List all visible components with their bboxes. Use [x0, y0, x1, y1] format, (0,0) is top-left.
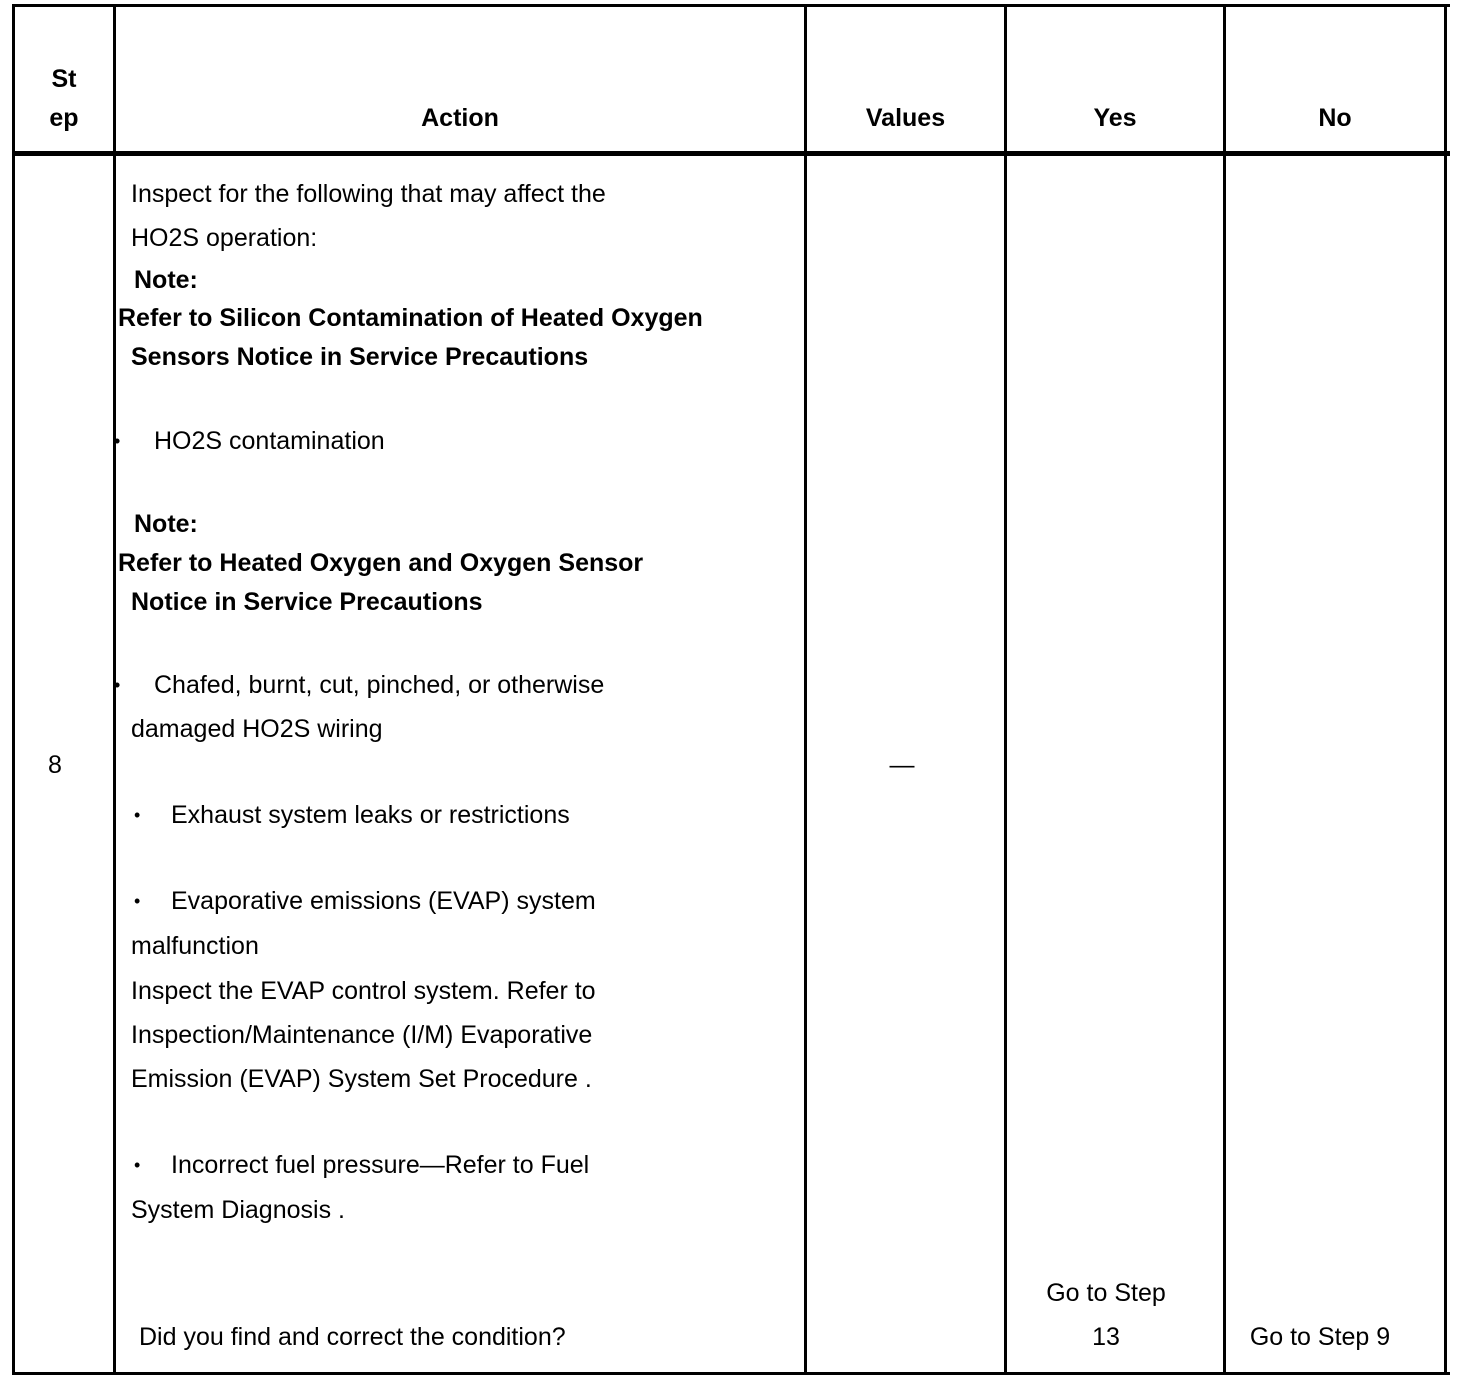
note2-label: Note: [134, 510, 198, 538]
yes-go-to-step-line1: Go to Step [1046, 1279, 1166, 1307]
note1-label: Note: [134, 266, 198, 294]
table-bottom-border [12, 1372, 1450, 1375]
yes-go-to-step-line2: 13 [1092, 1323, 1120, 1351]
evap-detail-line1: Inspect the EVAP control system. Refer to [131, 977, 596, 1005]
action-question: Did you find and correct the condition? [139, 1323, 566, 1351]
column-divider-values [1004, 4, 1007, 1375]
note1-text-line2: Sensors Notice in Service Precautions [131, 343, 589, 371]
bullet: • [134, 891, 141, 911]
evap-detail-line3: Emission (EVAP) System Set Procedure . [131, 1065, 592, 1093]
item-ho2s-contamination: HO2S contamination [154, 427, 385, 455]
evap-detail-line2: Inspection/Maintenance (I/M) Evaporative [131, 1021, 593, 1049]
action-intro-line1: Inspect for the following that may affect the [131, 180, 606, 208]
item-evap-line1: Evaporative emissions (EVAP) system [171, 887, 596, 915]
item-fuel-line1: Incorrect fuel pressure—Refer to Fuel [171, 1151, 590, 1179]
header-no: No [1318, 104, 1352, 132]
values-dash: — [889, 751, 915, 779]
header-bottom-border [12, 151, 1450, 156]
bullet: • [134, 1155, 141, 1175]
bullet: • [134, 805, 141, 825]
table-left-border [12, 4, 15, 1375]
table-top-border [12, 4, 1450, 7]
item-evap-line2: malfunction [131, 932, 259, 960]
header-step-line1: St [51, 65, 77, 93]
item-fuel-line2: System Diagnosis . [131, 1196, 345, 1224]
bullet: • [114, 431, 121, 451]
note1-text-line1: Refer to Silicon Contamination of Heated Oxygen [118, 304, 703, 332]
header-yes: Yes [1093, 104, 1137, 132]
item-exhaust: Exhaust system leaks or restrictions [171, 801, 570, 829]
header-step-line2: ep [49, 104, 79, 132]
action-intro-line2: HO2S operation: [131, 224, 318, 252]
item-wiring-line1: Chafed, burnt, cut, pinched, or otherwise [154, 671, 605, 699]
table-right-border [1444, 4, 1447, 1375]
no-go-to-step: Go to Step 9 [1249, 1323, 1391, 1351]
item-wiring-line2: damaged HO2S wiring [131, 715, 383, 743]
header-values: Values [865, 104, 946, 132]
note2-text-line1: Refer to Heated Oxygen and Oxygen Sensor [118, 549, 644, 577]
column-divider-yes [1223, 4, 1226, 1375]
bullet: • [114, 675, 121, 695]
step-number: 8 [48, 751, 62, 779]
note2-text-line2: Notice in Service Precautions [131, 588, 483, 616]
header-action: Action [421, 104, 499, 132]
column-divider-action [804, 4, 807, 1375]
